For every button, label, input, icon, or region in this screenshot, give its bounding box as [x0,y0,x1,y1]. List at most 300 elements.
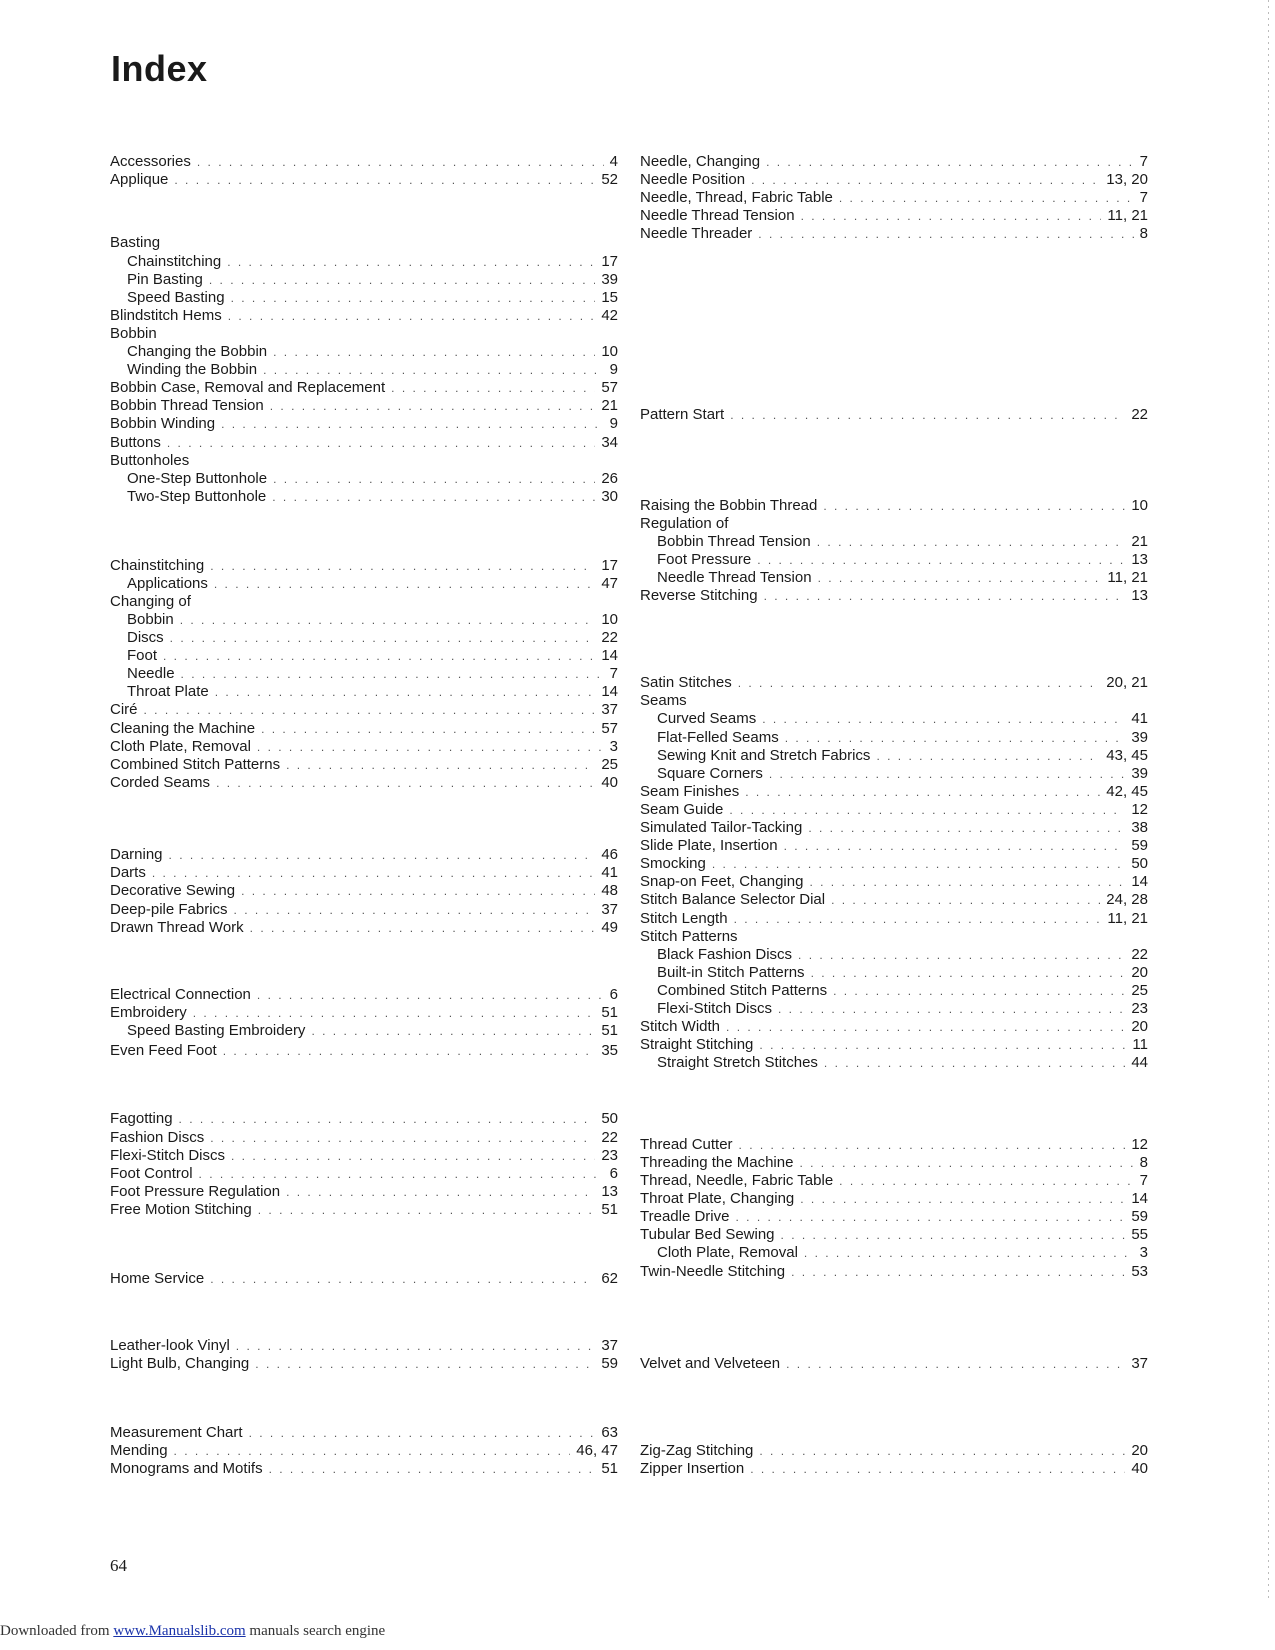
index-entry [657,728,1148,747]
index-entry-page: 41 [1131,710,1148,728]
index-entry [127,628,618,647]
index-entry-page: 51 [601,1003,618,1021]
index-entry-page: 59 [1131,1208,1148,1226]
index-entry-label: Needle [127,665,175,683]
index-entry-label: Straight Stretch Stitches [657,1054,818,1072]
dot-leader [311,1022,595,1041]
index-entry-page: 30 [601,487,618,505]
index-entry-label: Bobbin Thread Tension [657,533,811,551]
index-entry-page: 20, 21 [1106,674,1148,692]
index-entry-label: Bobbin [127,610,174,628]
index-entry-page: 23 [601,1146,618,1164]
index-entry-page: 20 [1131,1441,1148,1459]
index-entry-page: 57 [601,719,618,737]
index-entry-page: 46 [601,846,618,864]
index-entry [110,755,618,774]
index-entry [640,1171,1148,1190]
index-entry-label: Ciré [110,701,138,719]
index-entry-label: Chainstitching [127,252,222,270]
index-entry [640,836,1148,855]
dot-leader [750,1460,1125,1479]
index-entry-page: 7 [1139,153,1148,170]
index-entry [640,405,1148,424]
index-entry [110,306,618,325]
index-entry-label: Decorative Sewing [110,882,236,900]
index-entry [640,927,1148,946]
index-entry-page: 55 [1131,1226,1148,1244]
index-entry [640,1225,1148,1244]
index-entry-label: Zipper Insertion [640,1459,745,1477]
index-entry-label: Pattern Start [640,406,725,424]
index-entry-label: Changing of [110,592,191,610]
index-entry [657,532,1148,551]
index-entry-page: 14 [601,647,618,665]
index-entry-label: Seam Finishes [640,782,740,800]
index-entry-label: Stitch Patterns [640,927,738,945]
index-entry-label: Needle, Thread, Fabric Table [640,189,833,207]
index-entry-label: Flat-Felled Seams [657,728,779,746]
dot-leader [258,1201,596,1220]
dot-leader [216,774,595,793]
index-entry-label: Tubular Bed Sewing [640,1226,775,1244]
index-entry-label: Pin Basting [127,270,203,288]
index-entry-label: Raising the Bobbin Thread [640,496,818,514]
index-entry [657,999,1148,1018]
index-entry [110,233,618,252]
index-entry [110,1354,618,1373]
index-entry-label: Measurement Chart [110,1423,243,1441]
index-entry-page: 11, 21 [1107,909,1148,927]
index-entry [110,1146,618,1165]
index-entry-page: 46, 47 [576,1441,618,1459]
index-entry [640,514,1148,533]
index-entry [110,845,618,864]
index-entry-label: Snap-on Feet, Changing [640,873,804,891]
dot-leader [786,1355,1125,1374]
index-entry [110,1423,618,1442]
index-entry [110,396,618,415]
index-entry-page: 13 [1131,587,1148,605]
index-entry [110,918,618,937]
index-entry [640,188,1148,207]
index-entry-label: Combined Stitch Patterns [657,981,828,999]
index-entry-label: Needle Thread Tension [640,207,795,225]
index-entry-page: 39 [1131,764,1148,782]
index-entry-label: Threading the Machine [640,1153,794,1171]
index-entry-page: 7 [1139,189,1148,207]
index-entry [640,872,1148,891]
index-entry-page: 24, 28 [1106,891,1148,909]
index-entry-page: 6 [609,985,618,1003]
index-entry-page: 40 [601,773,618,791]
index-entry-page: 38 [1131,819,1148,837]
index-entry [110,170,618,189]
index-entry-label: Straight Stitching [640,1036,754,1054]
index-entry [640,206,1148,225]
page-title: Index [111,48,208,89]
index-entry [657,1243,1148,1262]
index-entry-page: 20 [1131,963,1148,981]
index-entry-page: 11 [1132,1036,1148,1054]
index-entry-page: 6 [609,1164,618,1182]
index-entry-label: Flexi-Stitch Discs [110,1146,226,1164]
index-entry-page: 51 [601,1459,618,1477]
index-entry-page: 9 [609,415,618,433]
index-entry-label: Speed Basting Embroidery [127,1021,306,1039]
index-entry-label: Combined Stitch Patterns [110,755,281,773]
index-entry-label: Changing the Bobbin [127,343,268,361]
index-entry [657,746,1148,765]
index-entry [110,451,618,470]
index-entry-label: Applications [127,574,208,592]
index-entry-label: Needle, Changing [640,153,761,170]
index-entry-label: Two-Step Buttonhole [127,487,267,505]
index-entry [110,433,618,452]
index-entry-page: 12 [1131,800,1148,818]
index-entry-page: 37 [601,701,618,719]
index-entry [657,568,1148,587]
index-entry-page: 35 [601,1041,618,1059]
index-entry [110,737,618,756]
index-entry-label: Thread Cutter [640,1135,733,1153]
index-entry-page: 51 [601,1021,618,1039]
index-entry-label: Foot Pressure [657,551,752,569]
index-entry-label: Foot [127,647,158,665]
index-entry-label: Throat Plate [127,683,209,701]
index-entry-page: 22 [601,1128,618,1146]
index-entry-label: Darning [110,846,163,864]
index-entry-page: 40 [1131,1459,1148,1477]
index-entry-label: Slide Plate, Insertion [640,837,778,855]
index-entry [127,270,618,289]
index-entry [640,818,1148,837]
index-entry [110,773,618,792]
index-entry-page: 20 [1131,1018,1148,1036]
index-entry-label: Accessories [110,153,191,170]
index-entry-page: 22 [1131,406,1148,424]
index-entry-page: 25 [1131,981,1148,999]
index-entry-label: Needle Position [640,171,746,189]
index-entry [110,1041,618,1060]
index-entry-label: Fagotting [110,1110,173,1128]
index-entry-page: 11, 21 [1107,569,1148,587]
index-entry-label: Fashion Discs [110,1128,205,1146]
index-entry-page: 41 [601,864,618,882]
index-entry-label: Chainstitching [110,556,205,574]
index-entry-page: 50 [1131,855,1148,873]
index-entry-page: 8 [1139,1153,1148,1171]
index-entry-page: 4 [609,153,618,170]
footer-suffix: manuals search engine [249,1623,386,1639]
index-entry-page: 42 [601,306,618,324]
index-entry [640,1262,1148,1281]
index-entry-label: Reverse Stitching [640,587,758,605]
index-entry-label: Seams [640,692,687,710]
index-entry-page: 59 [1131,837,1148,855]
index-entry-page: 17 [601,252,618,270]
index-entry-page: 7 [609,665,618,683]
index-entry-label: Needle Threader [640,225,753,243]
index-entry-page: 51 [601,1200,618,1218]
index-entry [110,1336,618,1355]
index-entry-label: Applique [110,171,169,189]
index-entry-page: 43, 45 [1106,746,1148,764]
download-footer [0,1623,385,1640]
index-entry-page: 47 [601,574,618,592]
index-entry-label: Discs [127,629,164,647]
dot-leader [791,1263,1125,1282]
manualslib-link[interactable]: www.Manualslib.com [113,1623,246,1639]
index-entry [640,224,1148,243]
index-entry [110,881,618,900]
footer-prefix: Downloaded from [0,1623,110,1639]
index-entry-label: Foot Control [110,1164,193,1182]
index-entry [640,909,1148,928]
index-entry [127,469,618,488]
index-entry-label: Satin Stitches [640,674,732,692]
index-entry [657,981,1148,1000]
index-entry [640,1017,1148,1036]
index-entry-label: Blindstitch Hems [110,306,222,324]
index-entry-label: Throat Plate, Changing [640,1190,795,1208]
index-entry-page: 7 [1139,1172,1148,1190]
index-entry [657,963,1148,982]
index-entry [127,574,618,593]
index-entry-page: 37 [1131,1354,1148,1372]
index-entry [110,985,618,1004]
index-entry-page: 62 [601,1269,618,1287]
index-entry [640,1153,1148,1172]
index-entry [657,709,1148,728]
index-entry [127,342,618,361]
index-entry [110,719,618,738]
index-entry [110,1459,618,1478]
index-entry [640,854,1148,873]
index-entry-label: Buttonholes [110,451,190,469]
index-entry-label: Home Service [110,1269,205,1287]
dot-leader [824,1054,1125,1073]
index-entry [127,682,618,701]
index-entry-page: 49 [601,918,618,936]
index-entry [110,1109,618,1128]
index-entry-page: 44 [1131,1054,1148,1072]
index-entry-page: 13 [601,1182,618,1200]
index-entry [127,360,618,379]
index-entry-label: Simulated Tailor-Tacking [640,819,803,837]
index-entry-label: Bobbin Thread Tension [110,397,264,415]
index-entry-page: 37 [601,900,618,918]
index-entry-page: 21 [601,397,618,415]
index-entry-label: Buttons [110,433,161,451]
index-entry [640,496,1148,515]
index-entry [640,782,1148,801]
index-entry [657,764,1148,783]
index-entry [640,1354,1148,1373]
index-entry [127,487,618,506]
index-entry [657,945,1148,964]
index-entry [110,1200,618,1219]
index-entry [640,1441,1148,1460]
index-entry-label: Black Fashion Discs [657,945,793,963]
index-entry [127,288,618,307]
index-entry [110,1182,618,1201]
index-entry-label: Bobbin [110,324,157,342]
index-entry-label: Electrical Connection [110,985,251,1003]
index-entry [640,800,1148,819]
index-entry-page: 3 [609,737,618,755]
index-entry [127,252,618,271]
index-entry [110,1269,618,1288]
index-entry-label: Velvet and Velveteen [640,1354,781,1372]
index-entry [127,1021,618,1040]
index-entry-page: 53 [1131,1262,1148,1280]
index-entry-label: Leather-look Vinyl [110,1336,230,1354]
index-entry-label: Stitch Length [640,909,728,927]
index-entry-page: 42, 45 [1106,782,1148,800]
index-entry-page: 15 [601,288,618,306]
index-entry-page: 34 [601,433,618,451]
index-entry-label: Darts [110,864,146,882]
index-entry-label: Winding the Bobbin [127,361,258,379]
index-entry [110,1003,618,1022]
index-entry-label: Embroidery [110,1003,187,1021]
dot-leader [250,919,596,938]
index-entry-page: 13, 20 [1106,171,1148,189]
index-entry [110,592,618,611]
index-entry-page: 17 [601,556,618,574]
index-entry-label: Drawn Thread Work [110,918,244,936]
index-entry-page: 39 [1131,728,1148,746]
index-entry-page: 22 [1131,945,1148,963]
index-entry-page: 48 [601,882,618,900]
index-entry-label: Light Bulb, Changing [110,1354,250,1372]
index-entry-page: 12 [1131,1135,1148,1153]
index-entry [110,152,618,171]
index-entry [640,673,1148,692]
index-entry-label: Treadle Drive [640,1208,730,1226]
index-entry [110,1164,618,1183]
index-entry-label: Deep-pile Fabrics [110,900,228,918]
index-entry-page: 63 [601,1423,618,1441]
index-entry [640,890,1148,909]
index-entry-label: Monograms and Motifs [110,1459,263,1477]
dot-leader [758,225,1133,244]
index-entry-label: Cloth Plate, Removal [657,1244,798,1262]
index-entry-page: 14 [601,683,618,701]
index-entry-page: 39 [601,270,618,288]
index-entry-label: Zig-Zag Stitching [640,1441,754,1459]
index-entry-page: 8 [1139,225,1148,243]
index-entry-label: Cleaning the Machine [110,719,256,737]
index-entry-label: Built-in Stitch Patterns [657,963,805,981]
index-entry [657,550,1148,569]
dot-leader [269,1460,596,1479]
index-entry-page: 14 [1131,873,1148,891]
index-entry-label: Basting [110,234,161,252]
index-entry-label: Sewing Knit and Stretch Fabrics [657,746,871,764]
index-entry-page: 3 [1139,1244,1148,1262]
index-entry-label: Even Feed Foot [110,1041,217,1059]
index-entry-label: Speed Basting [127,288,225,306]
index-entry-page: 10 [601,343,618,361]
index-entry-label: Mending [110,1441,168,1459]
index-entry-label: Flexi-Stitch Discs [657,1000,773,1018]
index-entry [640,1189,1148,1208]
dot-leader [223,1042,596,1061]
index-entry [110,1128,618,1147]
index-entry [640,170,1148,189]
index-entry-label: Smocking [640,855,706,873]
index-entry-page: 10 [601,610,618,628]
index-entry [640,691,1148,710]
index-entry [640,586,1148,605]
index-entry [110,863,618,882]
index-entry-page: 57 [601,379,618,397]
index-entry-label: Thread, Needle, Fabric Table [640,1172,834,1190]
index-entry-page: 14 [1131,1190,1148,1208]
index-entry [110,414,618,433]
dot-leader [255,1355,595,1374]
index-entry [640,152,1148,171]
index-entry-page: 11, 21 [1107,207,1148,225]
index-entry-label: Regulation of [640,515,729,532]
index-entry [110,324,618,343]
index-entry-label: Square Corners [657,764,763,782]
index-entry [640,1035,1148,1054]
index-entry-page: 52 [601,171,618,189]
dot-leader [210,1270,595,1289]
page-number: 64 [110,1556,127,1575]
index-entry-label: Bobbin Case, Removal and Replacement [110,379,386,397]
index-entry [110,700,618,719]
index-entry-label: Seam Guide [640,800,724,818]
dot-leader [174,171,595,190]
index-entry-page: 22 [601,629,618,647]
index-entry [640,1459,1148,1478]
index-entry-page: 25 [601,755,618,773]
index-entry-label: Stitch Balance Selector Dial [640,891,826,909]
index-entry-label: Stitch Width [640,1018,721,1036]
index-entry-label: Foot Pressure Regulation [110,1182,281,1200]
index-entry-page: 13 [1131,551,1148,569]
dot-leader [764,587,1126,606]
index-entry [110,378,618,397]
index-entry-page: 59 [601,1354,618,1372]
index-entry-page: 50 [601,1110,618,1128]
index-entry [127,610,618,629]
index-entry [127,646,618,665]
index-entry-label: Free Motion Stitching [110,1200,252,1218]
index-entry-label: Twin-Needle Stitching [640,1262,786,1280]
index-entry [110,1441,618,1460]
index-entry-page: 37 [601,1336,618,1354]
dot-leader [730,406,1125,425]
index-entry-label: Cloth Plate, Removal [110,737,251,755]
index-entry-page: 9 [609,361,618,379]
index-entry-page: 26 [601,469,618,487]
index-entry [127,664,618,683]
index-entry-page: 23 [1131,1000,1148,1018]
scan-edge-mark [1268,0,1269,1600]
index-entry [110,556,618,575]
index-entry-label: Corded Seams [110,773,211,791]
index-entry-label: Curved Seams [657,710,757,728]
index-entry [640,1135,1148,1154]
index-entry-page: 10 [1131,496,1148,514]
index-entry-label: Bobbin Winding [110,415,216,433]
index-entry [640,1207,1148,1226]
index-entry-page: 21 [1131,533,1148,551]
